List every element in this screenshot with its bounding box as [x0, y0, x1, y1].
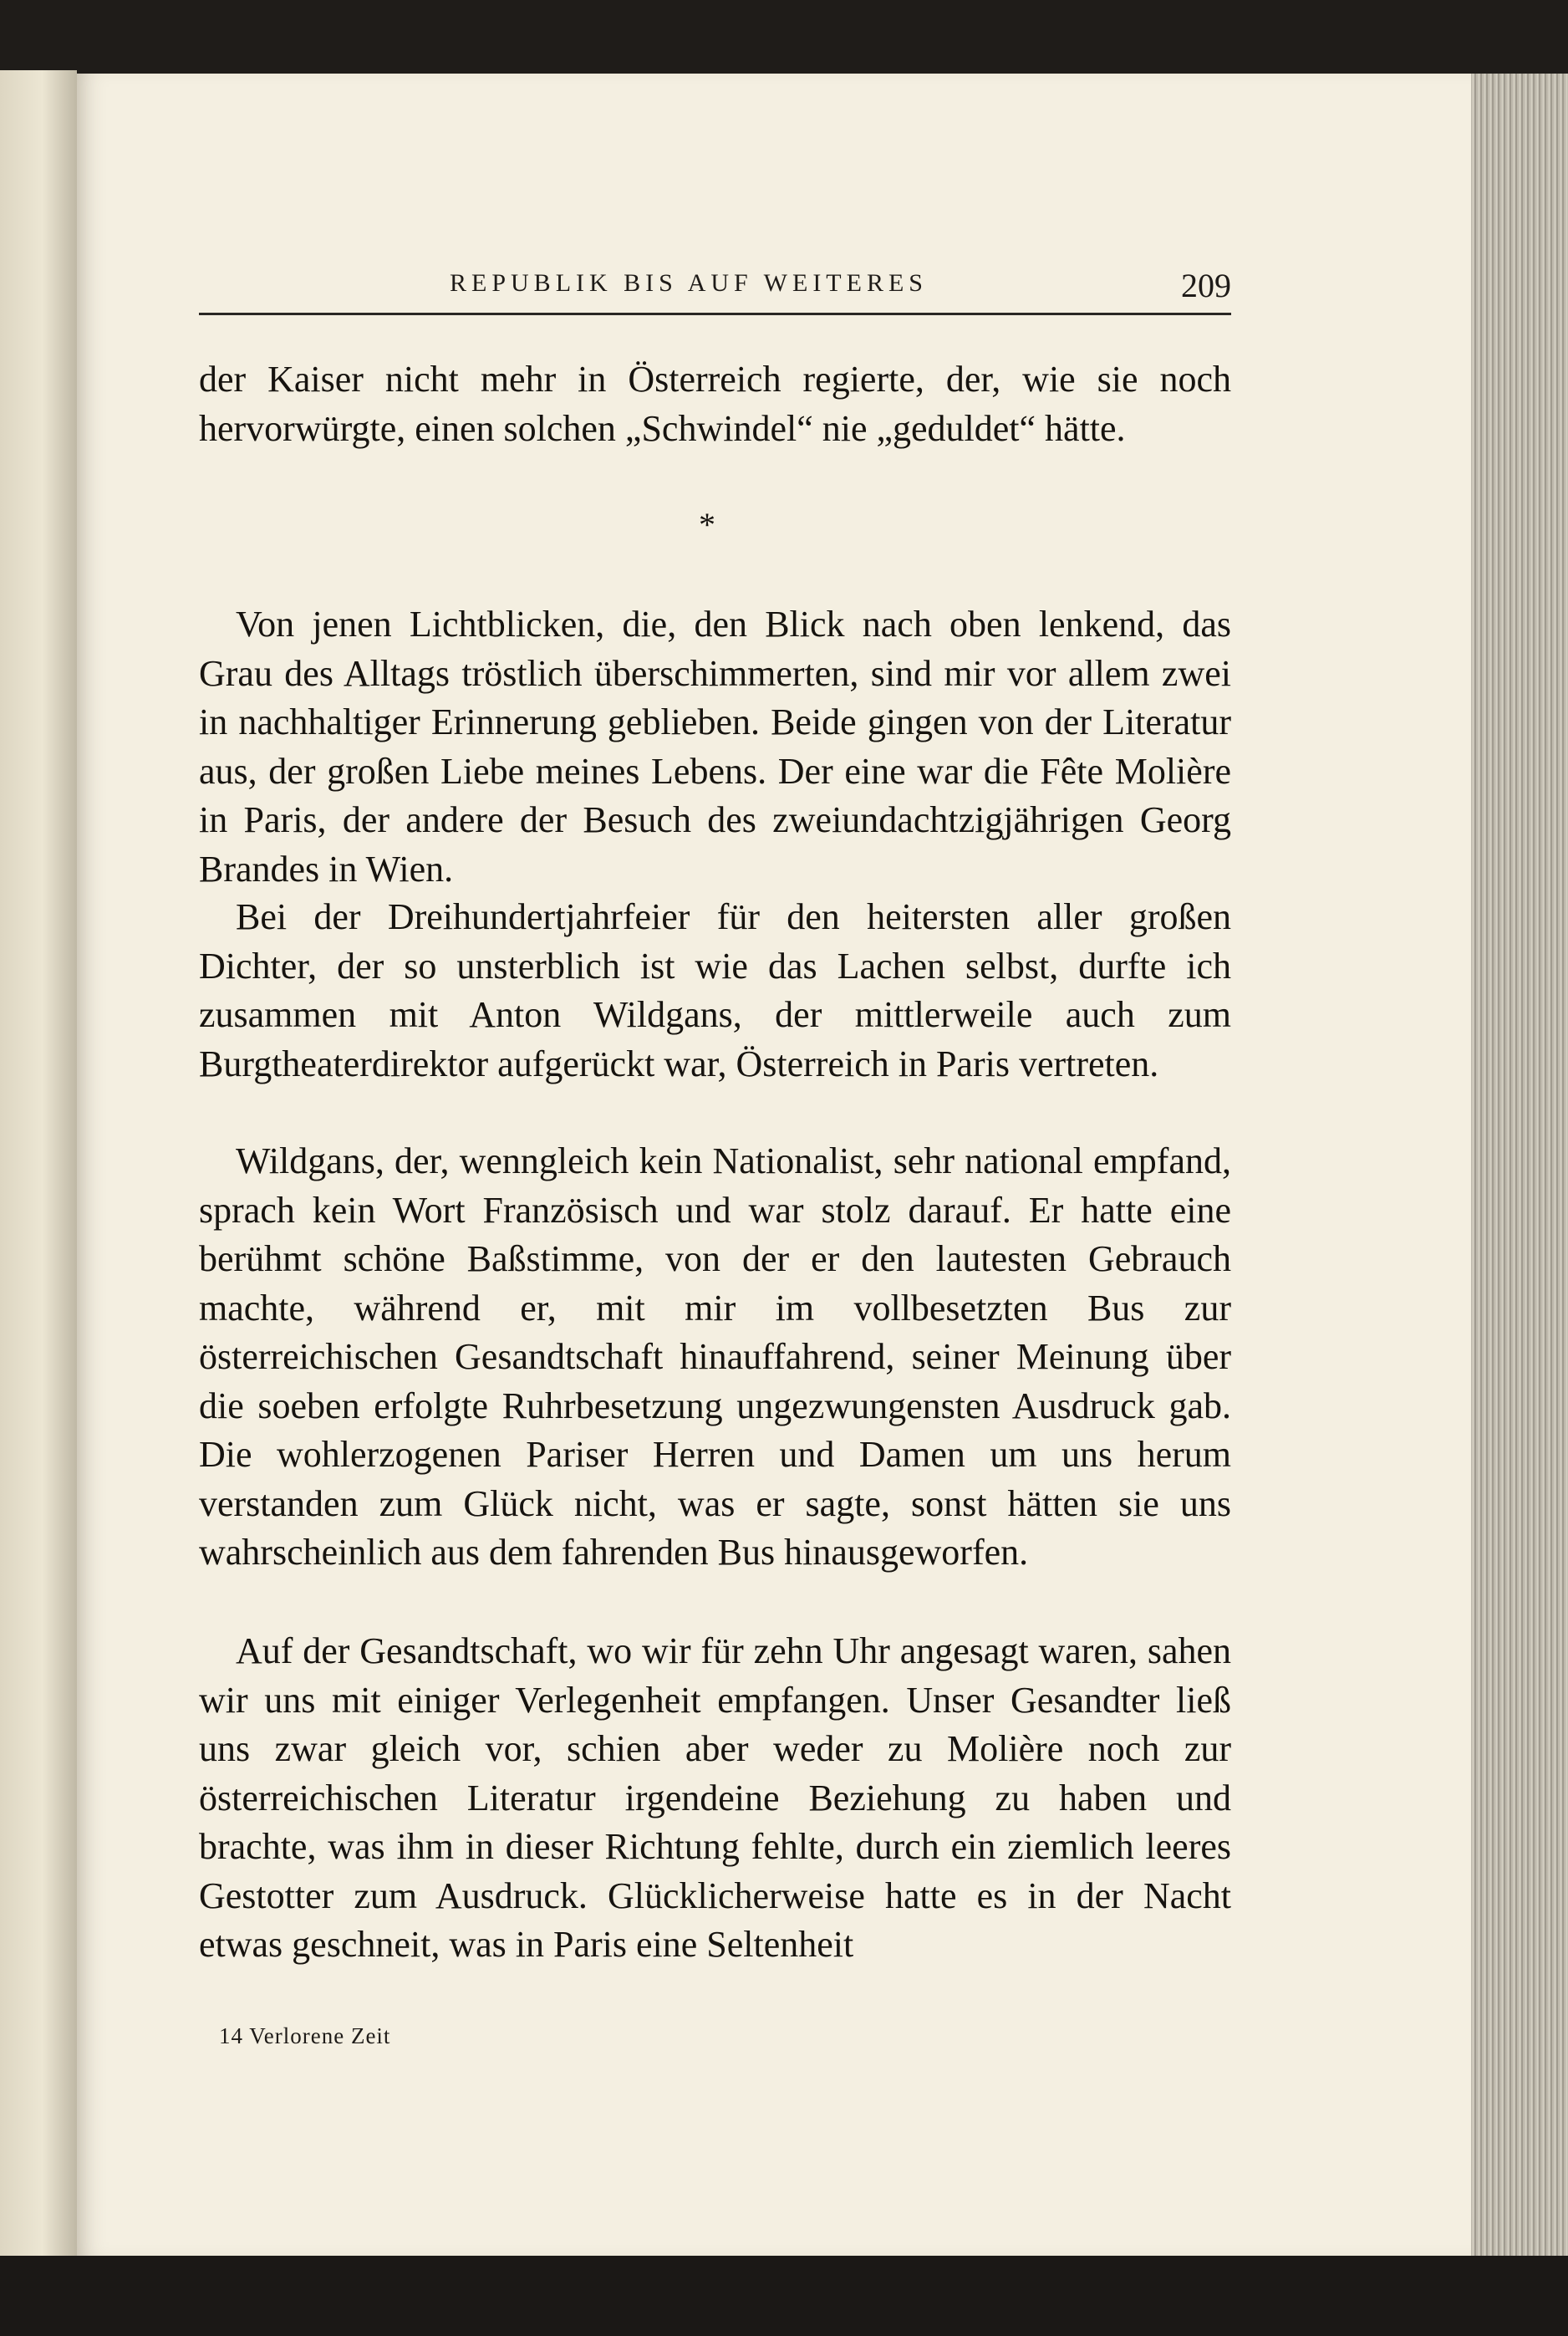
- section-separator: *: [699, 506, 715, 543]
- running-title: REPUBLIK BIS AUF WEITERES: [450, 269, 928, 297]
- page-stack-edge: [1471, 74, 1568, 2256]
- paragraph-5: Auf der Gesandtschaft, wo wir für zehn Uhr angesagt waren, sahen wir uns mit einiger Verlegenheit empfangen. Unser Gesandter ließ uns zwar gleich vor, schien aber weder zu Molière noch zur österreichischen Literatur irgendeine Beziehung zu haben und brachte, was ihm in dieser Richtung fehlte, durch ein ziemlich leeres Gestotter zum Ausdruck. Glücklicherweise hatte es in der Nacht etwas geschneit, was in Paris eine Seltenheit: [199, 1630, 1231, 1965]
- background-band: [0, 2256, 1568, 2336]
- paragraph-2: Von jenen Lichtblicken, die, den Blick nach oben lenkend, das Grau des Alltags tröstlich überschimmerten, sind mir vor allem zwei in nachhaltiger Erinnerung geblieben. Beide gingen von der Literatur aus, der großen Liebe meines Lebens. Der eine war die Fête Molière in Paris, der andere der Besuch des zweiundachtzigjährigen Georg Brandes in Wien.: [199, 604, 1231, 890]
- page-number: 209: [1181, 267, 1231, 304]
- paragraph-4: Wildgans, der, wenngleich kein Nationalist, sehr national empfand, sprach kein Wort Französisch und war stolz darauf. Er hatte eine berühmt schöne Baßstimme, von der er den lautesten Gebrauch machte, während er, mit mir im vollbesetzten Bus zur österreichischen Gesandtschaft hinauffahrend, seiner Meinung über die soeben erfolgte Ruhrbesetzung ungezwungensten Ausdruck gab. Die wohlerzogenen Pariser Herren und Damen um uns herum verstanden zum Glück nicht, was er sagte, sonst hätten sie uns wahrscheinlich aus dem fahrenden Bus hinausgeworfen.: [199, 1140, 1231, 1573]
- left-page-edge: [0, 70, 77, 2257]
- paragraph-1: der Kaiser nicht mehr in Österreich regierte, der, wie sie noch hervorwürgte, einen solchen „Schwindel“ nie „geduldet“ hätte.: [199, 359, 1231, 449]
- running-header: [199, 266, 1231, 315]
- printer-signature: 14 Verlorene Zeit: [219, 2023, 391, 2048]
- paragraph-3: Bei der Dreihundertjahrfeier für den heitersten aller großen Dichter, der so unsterblich ist wie das Lachen selbst, durfte ich zusammen mit Anton Wildgans, der mittlerweile auch zum Burgtheaterdirektor aufgerückt war, Österreich in Paris vertreten.: [199, 896, 1231, 1084]
